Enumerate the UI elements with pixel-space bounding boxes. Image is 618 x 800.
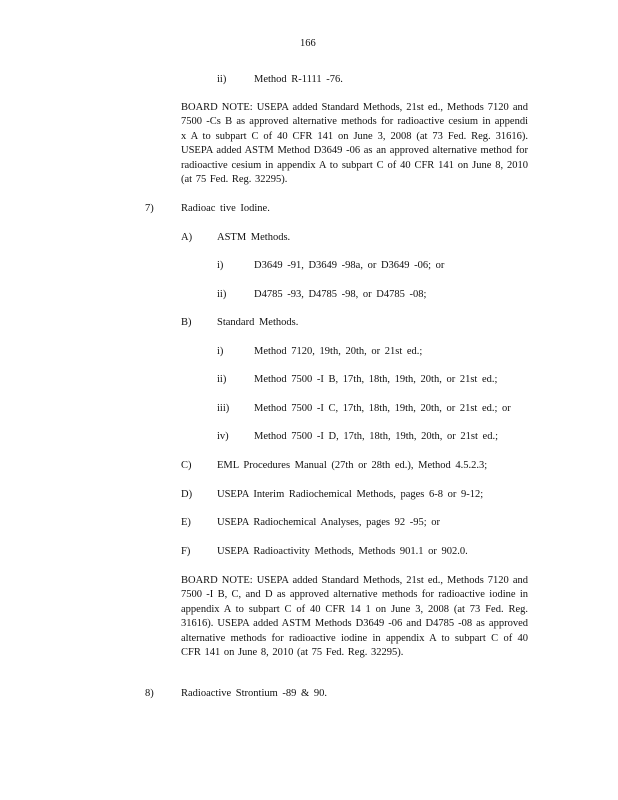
section-title: Radioactive Strontium -89 & 90. — [181, 688, 327, 699]
subsection-text: EML Procedures Manual (27th or 28th ed.), Method 4.5.2.3; — [217, 460, 488, 471]
list-number: i) — [217, 260, 224, 271]
list-number: i) — [217, 346, 224, 357]
subsection-text: USEPA Radioactivity Methods, Methods 901.1 or 902.0. — [217, 546, 468, 557]
subsection-number: E) — [181, 517, 191, 528]
list-number: iii) — [217, 403, 230, 414]
subsection-title: Standard Methods. — [217, 317, 299, 328]
list-number: ii) — [217, 374, 227, 385]
subsection-number: D) — [181, 489, 193, 500]
subsection-number: A) — [181, 232, 193, 243]
subsection-text: USEPA Radiochemical Analyses, pages 92 -95; or — [217, 517, 441, 528]
subsection-number: F) — [181, 546, 191, 557]
board-note-iodine: BOARD NOTE: USEPA added Standard Methods, 21st ed., Methods 7120 and 7500 -I B, C, and D as approved alternative methods for radioactive iodine in appendix A to subpart C of 40 CFR 14 1 on June 3, 2008 (at 73 Fed. Reg. 31616). USEPA added ASTM Methods D3649 -06 and D4785 -08 as approved alternative methods for radioactive iodine in appendix A to subpart C of 40 CFR 141 on June 8, 2010 (at 75 Fed. Reg. 32295). — [181, 575, 528, 659]
list-item-text: Method 7500 -I D, 17th, 18th, 19th, 20th, or 21st ed.; — [254, 431, 498, 442]
board-note-cesium: BOARD NOTE: USEPA added Standard Methods, 21st ed., Methods 7120 and 7500 -Cs B as approved alternative methods for radioactive cesium in appendi x A to subpart C of 40 CFR 141 on June 3, 2008 (at 73 Fed. Reg. 31616). USEPA added ASTM Method D3649 -06 as an approved alternative method for radioactive cesium in appendix A to subpart C of 40 CFR 141 on June 8, 2010 (at 75 Fed. Reg. 32295). — [181, 102, 528, 186]
list-number: ii) — [217, 289, 227, 300]
section-title: Radioac tive Iodine. — [181, 203, 270, 214]
list-item-text: Method R-1111 -76. — [254, 74, 343, 85]
section-number: 7) — [145, 203, 154, 214]
list-number: iv) — [217, 431, 229, 442]
subsection-text: USEPA Interim Radiochemical Methods, pages 6-8 or 9-12; — [217, 489, 484, 500]
section-number: 8) — [145, 688, 154, 699]
list-item-text: Method 7500 -I C, 17th, 18th, 19th, 20th, or 21st ed.; or — [254, 403, 511, 414]
list-item-text: Method 7500 -I B, 17th, 18th, 19th, 20th, or 21st ed.; — [254, 374, 498, 385]
list-item-text: D4785 -93, D4785 -98, or D4785 -08; — [254, 289, 427, 300]
subsection-title: ASTM Methods. — [217, 232, 291, 243]
subsection-number: C) — [181, 460, 192, 471]
page-number: 166 — [300, 38, 316, 49]
list-number: ii) — [217, 74, 227, 85]
list-item-text: Method 7120, 19th, 20th, or 21st ed.; — [254, 346, 423, 357]
list-item-text: D3649 -91, D3649 -98a, or D3649 -06; or — [254, 260, 445, 271]
subsection-number: B) — [181, 317, 192, 328]
